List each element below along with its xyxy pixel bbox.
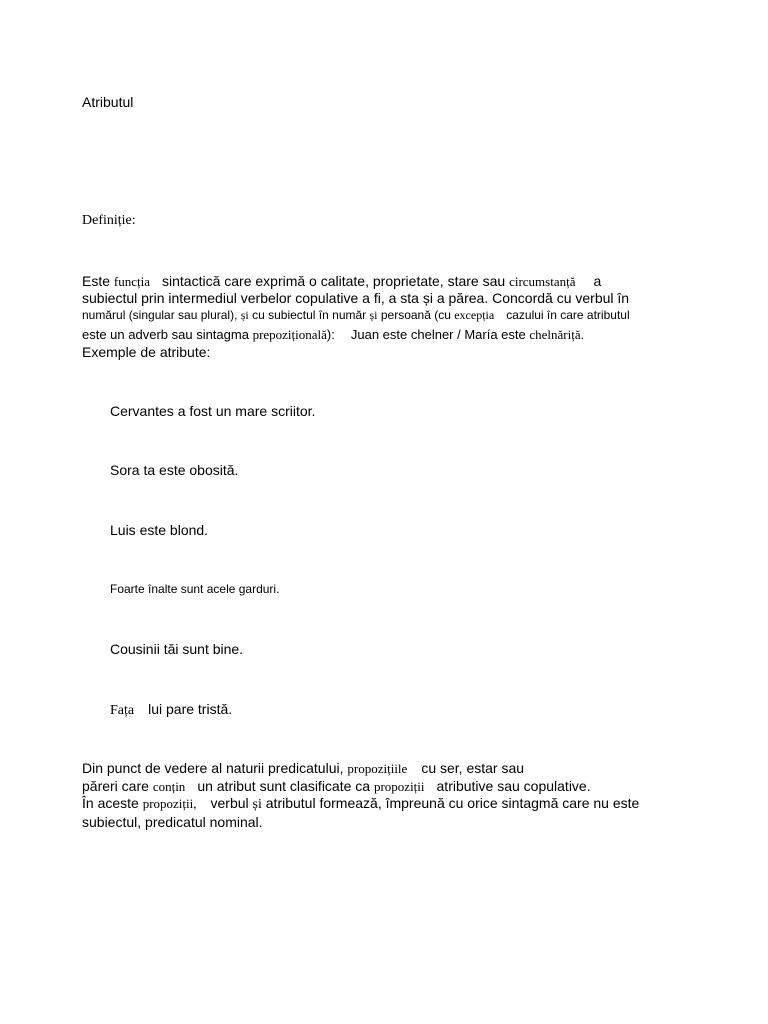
closing-line-4: subiectul, predicatul nominal. [82, 814, 263, 830]
text: cu subiectul în număr [248, 308, 370, 322]
text: ): [326, 327, 335, 342]
definition-line-3 [82, 308, 630, 323]
text: conțin [152, 779, 186, 794]
text: Fața [110, 703, 135, 718]
text: Din punct de vedere al naturii predicatului, [82, 760, 348, 776]
text: și [252, 797, 262, 812]
text: este un adverb sau sintagma [82, 327, 253, 342]
definition-heading: Definiție: [82, 213, 136, 228]
text: prepozițională [252, 327, 327, 342]
text: și [369, 308, 378, 322]
example-item: Cousinii tăi sunt bine. [110, 641, 244, 657]
text: chelnăriță. [529, 327, 584, 342]
example-item [110, 701, 232, 719]
text: cu ser, estar sau [421, 760, 525, 776]
text: verbul [210, 795, 253, 811]
text: excepția [454, 308, 495, 322]
text: Este [82, 273, 114, 289]
text: funcția [113, 274, 150, 289]
closing-line-2 [82, 778, 591, 795]
example-item: Cervantes a fost un mare scriitor. [110, 403, 316, 419]
example-item: Foarte înalte sunt acele garduri. [110, 582, 280, 596]
examples-heading: Exemple de atribute: [82, 344, 211, 360]
text: numărul (singular sau plural), [82, 308, 241, 322]
text: păreri care [82, 778, 153, 794]
text: propoziții [373, 779, 425, 794]
text: atributul formează, împreună cu orice sintagmă care nu este [261, 795, 640, 811]
text: propozițiile [347, 761, 408, 776]
text: propoziții, [142, 796, 197, 811]
text: persoană (cu [377, 308, 455, 322]
closing-line-3 [82, 795, 639, 813]
text: lui pare tristă. [148, 701, 233, 717]
text: și [240, 308, 249, 322]
definition-line-4 [82, 326, 584, 343]
text: a [593, 273, 602, 289]
definition-line-1 [82, 273, 601, 290]
text: Juan este chelner / María este [350, 327, 530, 342]
example-item: Luis este blond. [110, 522, 209, 538]
page-title: Atributul [82, 94, 134, 110]
definition-line-2: subiectul prin intermediul verbelor copulative a fi, a sta și a părea. Concordă cu verbul în [82, 290, 630, 306]
text: cazului în care atributul [506, 308, 630, 322]
text: atributive sau copulative. [436, 778, 591, 794]
text: În aceste [82, 795, 143, 811]
text: sintactică care exprimă o calitate, proprietate, stare sau [162, 273, 510, 289]
example-item: Sora ta este obosită. [110, 462, 239, 478]
text: un atribut sunt clasificate ca [197, 778, 374, 794]
text: circumstanță [509, 274, 576, 289]
closing-line-1 [82, 760, 524, 777]
